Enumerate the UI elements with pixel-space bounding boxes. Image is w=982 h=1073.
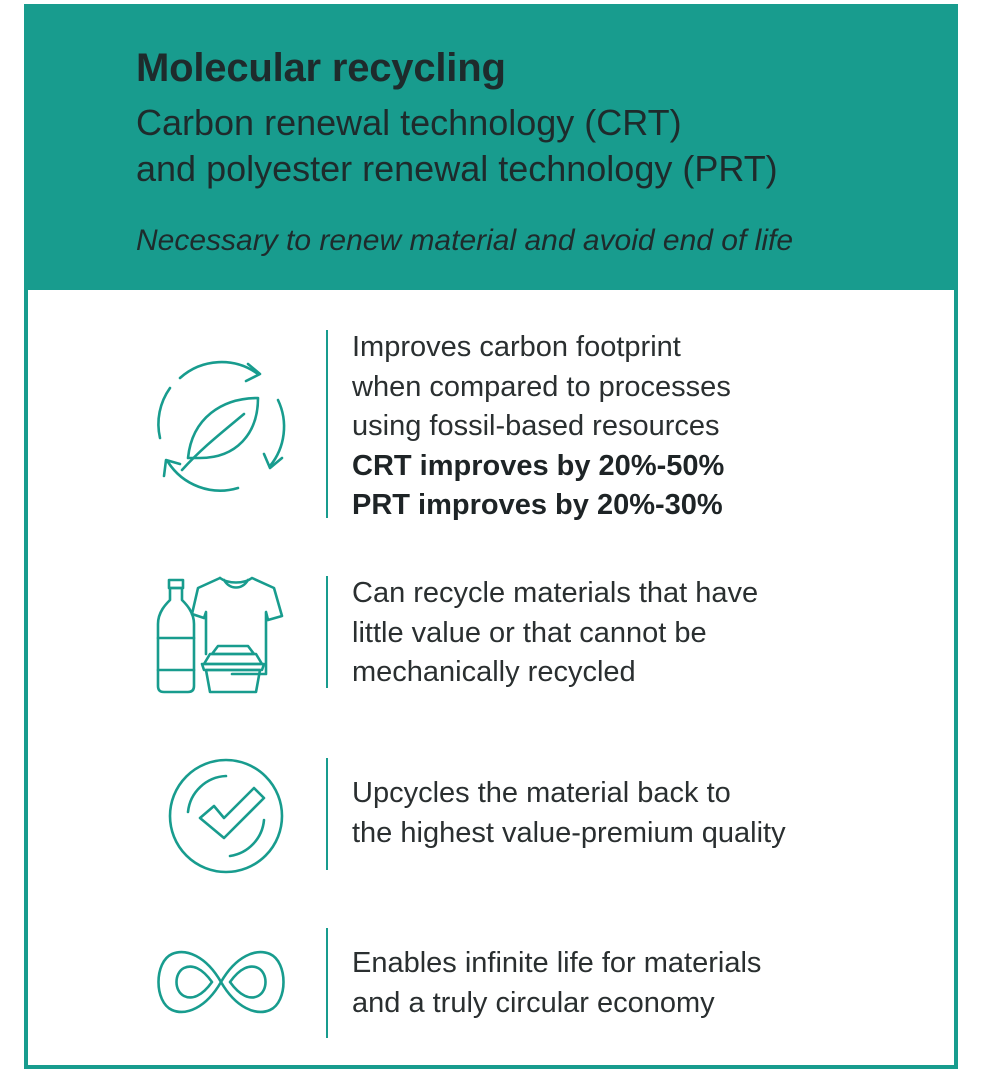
divider xyxy=(326,576,328,688)
benefit-text xyxy=(352,944,761,1023)
benefit-line: the highest value-premium quality xyxy=(352,816,786,849)
tagline: Necessary to renew material and avoid end of life xyxy=(136,224,794,257)
benefit-line: little value or that cannot be xyxy=(352,616,707,649)
crt-highlight: CRT improves by 20%-50% xyxy=(352,449,725,482)
benefit-line: Enables infinite life for materials xyxy=(352,947,762,979)
benefit-line: and a truly circular economy xyxy=(352,986,715,1019)
subtitle-line: Carbon renewal technology (CRT) xyxy=(136,102,682,143)
benefit-line: using fossil-based resources xyxy=(352,410,720,442)
divider xyxy=(326,928,328,1038)
benefit-line: Can recycle materials that have xyxy=(352,577,759,609)
molecular-recycling-card xyxy=(24,4,958,1069)
page-title: Molecular recycling xyxy=(136,46,506,90)
prt-highlight: PRT improves by 20%-30% xyxy=(352,489,723,521)
checkmark-circle-icon xyxy=(164,754,288,878)
benefit-row-upcycles xyxy=(28,750,954,880)
bottle-shirt-container-icon xyxy=(152,568,312,696)
subtitle-line: and polyester renewal technology (PRT) xyxy=(136,148,778,189)
benefit-row-carbon-footprint xyxy=(28,324,954,524)
recycle-leaf-icon xyxy=(140,348,300,508)
benefit-row-low-value-materials xyxy=(28,568,954,698)
benefit-line: mechanically recycled xyxy=(352,656,636,688)
benefit-line: Improves carbon footprint xyxy=(352,331,681,363)
divider xyxy=(326,758,328,870)
benefit-row-infinite-life xyxy=(28,922,954,1038)
benefit-text xyxy=(352,328,731,526)
header-banner xyxy=(28,8,954,290)
infinity-icon xyxy=(146,940,296,1024)
subtitle xyxy=(136,100,916,192)
benefit-text xyxy=(352,574,758,693)
divider xyxy=(326,330,328,518)
benefit-text xyxy=(352,774,786,853)
benefit-line: when compared to processes xyxy=(352,370,731,403)
benefit-line: Upcycles the material back to xyxy=(352,777,731,809)
